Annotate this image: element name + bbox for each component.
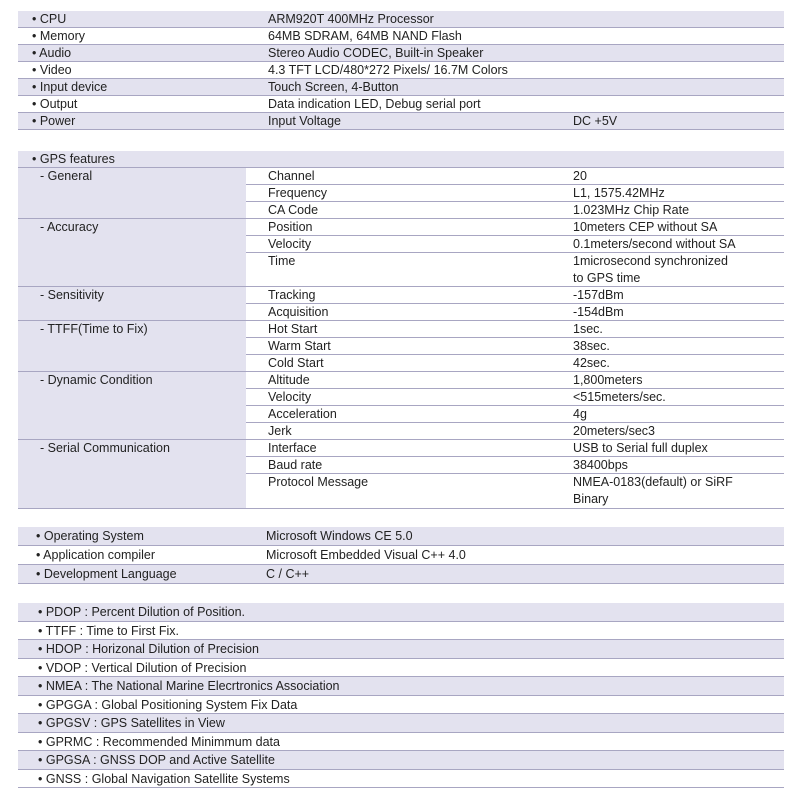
glossary-text: • GPGSV : GPS Satellites in View <box>38 716 225 730</box>
divider <box>246 354 784 355</box>
gps-param-value: 1sec. <box>573 322 603 336</box>
spec-row-video <box>18 62 784 79</box>
divider <box>18 167 784 168</box>
glossary-item <box>18 659 784 678</box>
gps-param-value: <515meters/sec. <box>573 390 666 404</box>
gps-param-value: 1microsecond synchronized <box>573 254 728 268</box>
divider <box>246 422 784 423</box>
gps-param-value: -157dBm <box>573 288 624 302</box>
glossary-list <box>18 603 784 788</box>
spec-value: 4.3 TFT LCD/480*272 Pixels/ 16.7M Colors <box>268 63 508 77</box>
spec-value: Touch Screen, 4-Button <box>268 80 399 94</box>
gps-param-value: 20meters/sec3 <box>573 424 655 438</box>
gps-param-value: L1, 1575.42MHz <box>573 186 665 200</box>
gps-param-name: Jerk <box>268 424 292 438</box>
divider <box>246 337 784 338</box>
gps-param-name: Baud rate <box>268 458 323 472</box>
gps-param-name: Protocol Message <box>268 475 369 489</box>
glossary-item <box>18 714 784 733</box>
divider <box>246 184 784 185</box>
gps-param-value: 1.023MHz Chip Rate <box>573 203 690 217</box>
gps-param-value: USB to Serial full duplex <box>573 441 708 455</box>
software-label: • Operating System <box>36 529 144 543</box>
spec-row-audio <box>18 45 784 62</box>
spec-extra-value: DC +5V <box>573 114 618 128</box>
gps-group-label: - Sensitivity <box>40 288 104 302</box>
gps-param-name: Acceleration <box>268 407 337 421</box>
glossary-text: • HDOP : Horizonal Dilution of Precision <box>38 642 259 656</box>
gps-group-label: - General <box>40 169 93 183</box>
divider <box>246 473 784 474</box>
gps-param-name: Tracking <box>268 288 316 302</box>
glossary-text: • NMEA : The National Marine Elecrtronics Association <box>38 679 340 693</box>
gps-param-value: 38sec. <box>573 339 610 353</box>
gps-param-value: 38400bps <box>573 458 628 472</box>
gps-param-name: Hot Start <box>268 322 318 336</box>
glossary-item <box>18 622 784 641</box>
divider <box>246 201 784 202</box>
gps-param-name: Frequency <box>268 186 328 200</box>
gps-param-name: Warm Start <box>268 339 331 353</box>
glossary-text: • VDOP : Vertical Dilution of Precision <box>38 660 247 675</box>
divider <box>18 286 784 287</box>
gps-param-value: 42sec. <box>573 356 610 370</box>
spec-label: • CPU <box>32 12 67 26</box>
gps-param-value: 20 <box>573 169 587 183</box>
divider <box>246 303 784 304</box>
spec-value: Stereo Audio CODEC, Built-in Speaker <box>268 46 484 60</box>
gps-param-name: Position <box>268 220 313 234</box>
spec-label: • Video <box>32 63 72 77</box>
gps-group-label: - Serial Communication <box>40 441 170 455</box>
gps-param-value: 0.1meters/second without SA <box>573 237 736 251</box>
gps-param-name: Time <box>268 254 296 268</box>
gps-param-name: CA Code <box>268 203 319 217</box>
divider <box>246 456 784 457</box>
software-specs-table <box>18 527 784 584</box>
spec-label: • Audio <box>32 46 72 60</box>
glossary-text: • GPRMC : Recommended Minimmum data <box>38 734 280 749</box>
spec-row-output <box>18 96 784 113</box>
divider <box>18 439 784 440</box>
glossary-item <box>18 677 784 696</box>
gps-title-band <box>18 151 784 168</box>
spec-value: 64MB SDRAM, 64MB NAND Flash <box>268 29 462 43</box>
gps-param-name: Interface <box>268 441 317 455</box>
software-label: • Development Language <box>36 567 177 581</box>
spec-row-power <box>18 113 784 130</box>
software-value: C / C++ <box>266 567 310 581</box>
software-row <box>18 565 784 584</box>
gps-param-value: 10meters CEP without SA <box>573 220 718 234</box>
gps-title: • GPS features <box>32 152 115 166</box>
gps-param-value: -154dBm <box>573 305 624 319</box>
hardware-specs-table <box>18 11 784 130</box>
spec-value: Input Voltage <box>268 114 341 128</box>
divider <box>18 218 784 219</box>
spec-value: ARM920T 400MHz Processor <box>268 12 434 26</box>
software-value: Microsoft Windows CE 5.0 <box>266 529 413 543</box>
gps-features-table <box>18 151 784 513</box>
gps-param-name: Altitude <box>268 373 310 387</box>
software-value: Microsoft Embedded Visual C++ 4.0 <box>266 548 466 562</box>
spec-value: Data indication LED, Debug serial port <box>268 97 481 111</box>
divider <box>18 371 784 372</box>
divider <box>246 235 784 236</box>
gps-param-name: Velocity <box>268 390 312 404</box>
glossary-text: • TTFF : Time to First Fix. <box>38 623 179 638</box>
gps-group-label: - TTFF(Time to Fix) <box>40 322 148 336</box>
gps-param-value-cont: Binary <box>573 492 609 506</box>
gps-group-label: - Dynamic Condition <box>40 373 153 387</box>
gps-param-name: Cold Start <box>268 356 324 370</box>
spec-row-cpu <box>18 11 784 28</box>
divider <box>18 320 784 321</box>
glossary-text: • GPGSA : GNSS DOP and Active Satellite <box>38 753 275 767</box>
spec-label: • Power <box>32 114 76 128</box>
gps-group-label: - Accuracy <box>40 220 99 234</box>
gps-param-name: Channel <box>268 169 315 183</box>
glossary-item <box>18 603 784 622</box>
gps-param-name: Acquisition <box>268 305 329 319</box>
divider <box>18 508 784 509</box>
spec-label: • Input device <box>32 80 108 94</box>
divider <box>246 252 784 253</box>
software-row <box>18 527 784 546</box>
divider <box>246 388 784 389</box>
spec-row-memory <box>18 28 784 45</box>
gps-param-name: Velocity <box>268 237 312 251</box>
glossary-text: • GPGGA : Global Positioning System Fix Data <box>38 697 298 712</box>
glossary-item <box>18 751 784 770</box>
glossary-item <box>18 733 784 752</box>
gps-param-value: 1,800meters <box>573 373 643 387</box>
spec-label: • Memory <box>32 29 85 43</box>
glossary-text: • PDOP : Percent Dilution of Position. <box>38 605 246 619</box>
glossary-item <box>18 640 784 659</box>
software-label: • Application compiler <box>36 548 156 562</box>
glossary-item <box>18 770 784 789</box>
gps-param-value-cont: to GPS time <box>573 271 641 285</box>
gps-param-value: NMEA-0183(default) or SiRF <box>573 475 733 489</box>
software-row <box>18 546 784 565</box>
gps-param-value: 4g <box>573 407 587 421</box>
spec-label: • Output <box>32 97 78 111</box>
glossary-text: • GNSS : Global Navigation Satellite Systems <box>38 771 290 786</box>
glossary-item <box>18 696 784 715</box>
divider <box>246 405 784 406</box>
spec-row-input-device <box>18 79 784 96</box>
